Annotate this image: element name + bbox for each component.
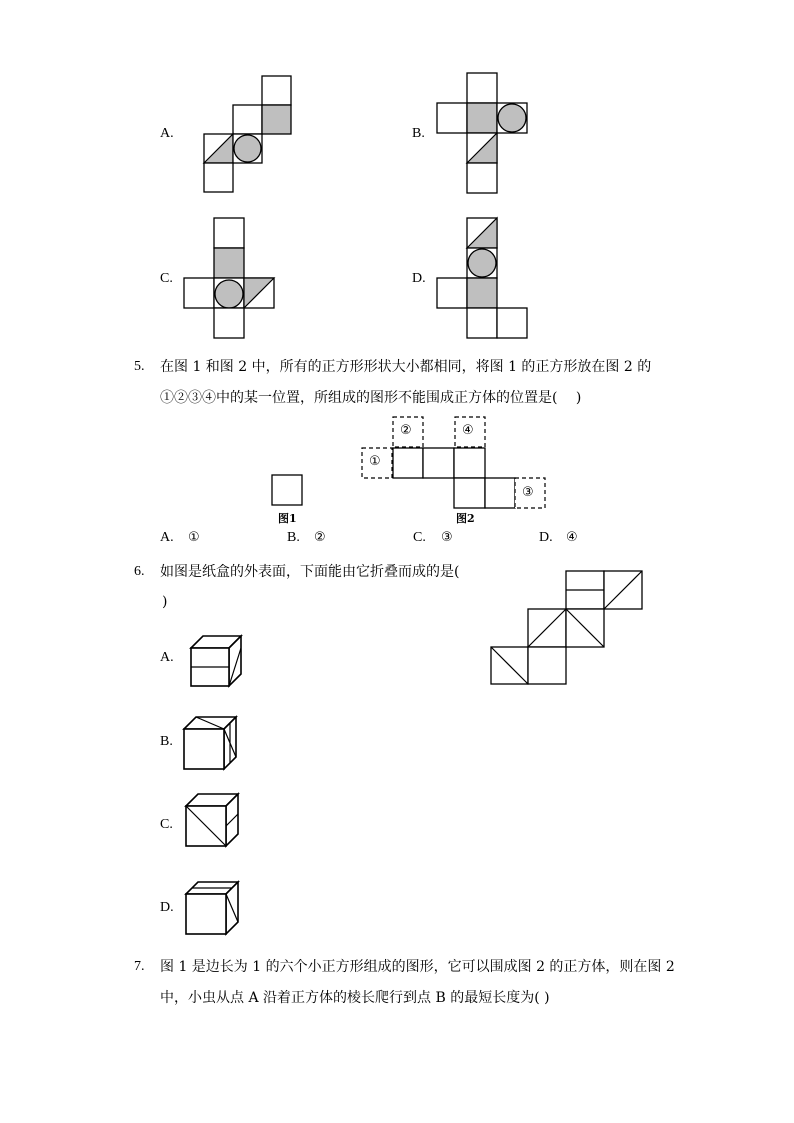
q5-figure2 [360, 415, 550, 515]
q5-option-b-value: ② [314, 530, 326, 545]
q6-option-a-label: A. [160, 650, 174, 665]
q7-text-line2: 中，小虫从点 A 沿着正方体的棱长爬行到点 B 的最短长度为( ) [160, 990, 550, 1006]
q5-option-c-label: C. [413, 530, 426, 545]
q5-option-d-value: ④ [566, 530, 578, 545]
q5-position-2: ② [400, 423, 412, 438]
q5-option-b-label: B. [287, 530, 300, 545]
option-d-label: D. [412, 271, 426, 286]
net-option-d [436, 217, 530, 341]
q5-number: 5. [134, 359, 145, 374]
option-a-label: A. [160, 126, 174, 141]
q5-position-4: ④ [462, 423, 474, 438]
q6-number: 6. [134, 564, 145, 579]
q7-text-line1: 图 1 是边长为 1 的六个小正方形组成的图形，它可以围成图 2 的正方体，则在图 2 [160, 959, 675, 975]
option-c-label: C. [160, 271, 173, 286]
q6-option-d-label: D. [160, 900, 174, 915]
q6-option-c-label: C. [160, 817, 173, 832]
q5-option-a-label: A. [160, 530, 174, 545]
q5-fig2-caption: 图2 [456, 512, 475, 525]
option-b-label: B. [412, 126, 425, 141]
q5-position-3: ③ [522, 485, 534, 500]
q5-text-line2: ①②③④中的某一位置，所组成的图形不能围成正方体的位置是( ) [160, 390, 582, 406]
q6-cube-option-b [182, 715, 240, 773]
q5-option-d-label: D. [539, 530, 553, 545]
q6-text-line1: 如图是纸盒的外表面，下面能由它折叠而成的是( [160, 564, 460, 580]
q5-fig1-caption: 图1 [278, 512, 297, 525]
q5-position-1: ① [369, 454, 381, 469]
q6-box-net [489, 569, 645, 687]
q6-cube-option-c [184, 792, 242, 850]
q5-option-c-value: ③ [441, 530, 453, 545]
q6-option-b-label: B. [160, 734, 173, 749]
net-option-a [203, 75, 295, 193]
q6-text-line2: ) [162, 594, 168, 610]
q6-cube-option-a [189, 634, 245, 690]
q6-cube-option-d [184, 880, 242, 938]
q7-number: 7. [134, 959, 145, 974]
q5-text-line1: 在图 1 和图 2 中，所有的正方形形状大小都相同，将图 1 的正方形放在图 2 的 [160, 359, 652, 375]
q5-option-a-value: ① [188, 530, 200, 545]
net-option-c [183, 217, 277, 341]
net-option-b [436, 72, 530, 196]
